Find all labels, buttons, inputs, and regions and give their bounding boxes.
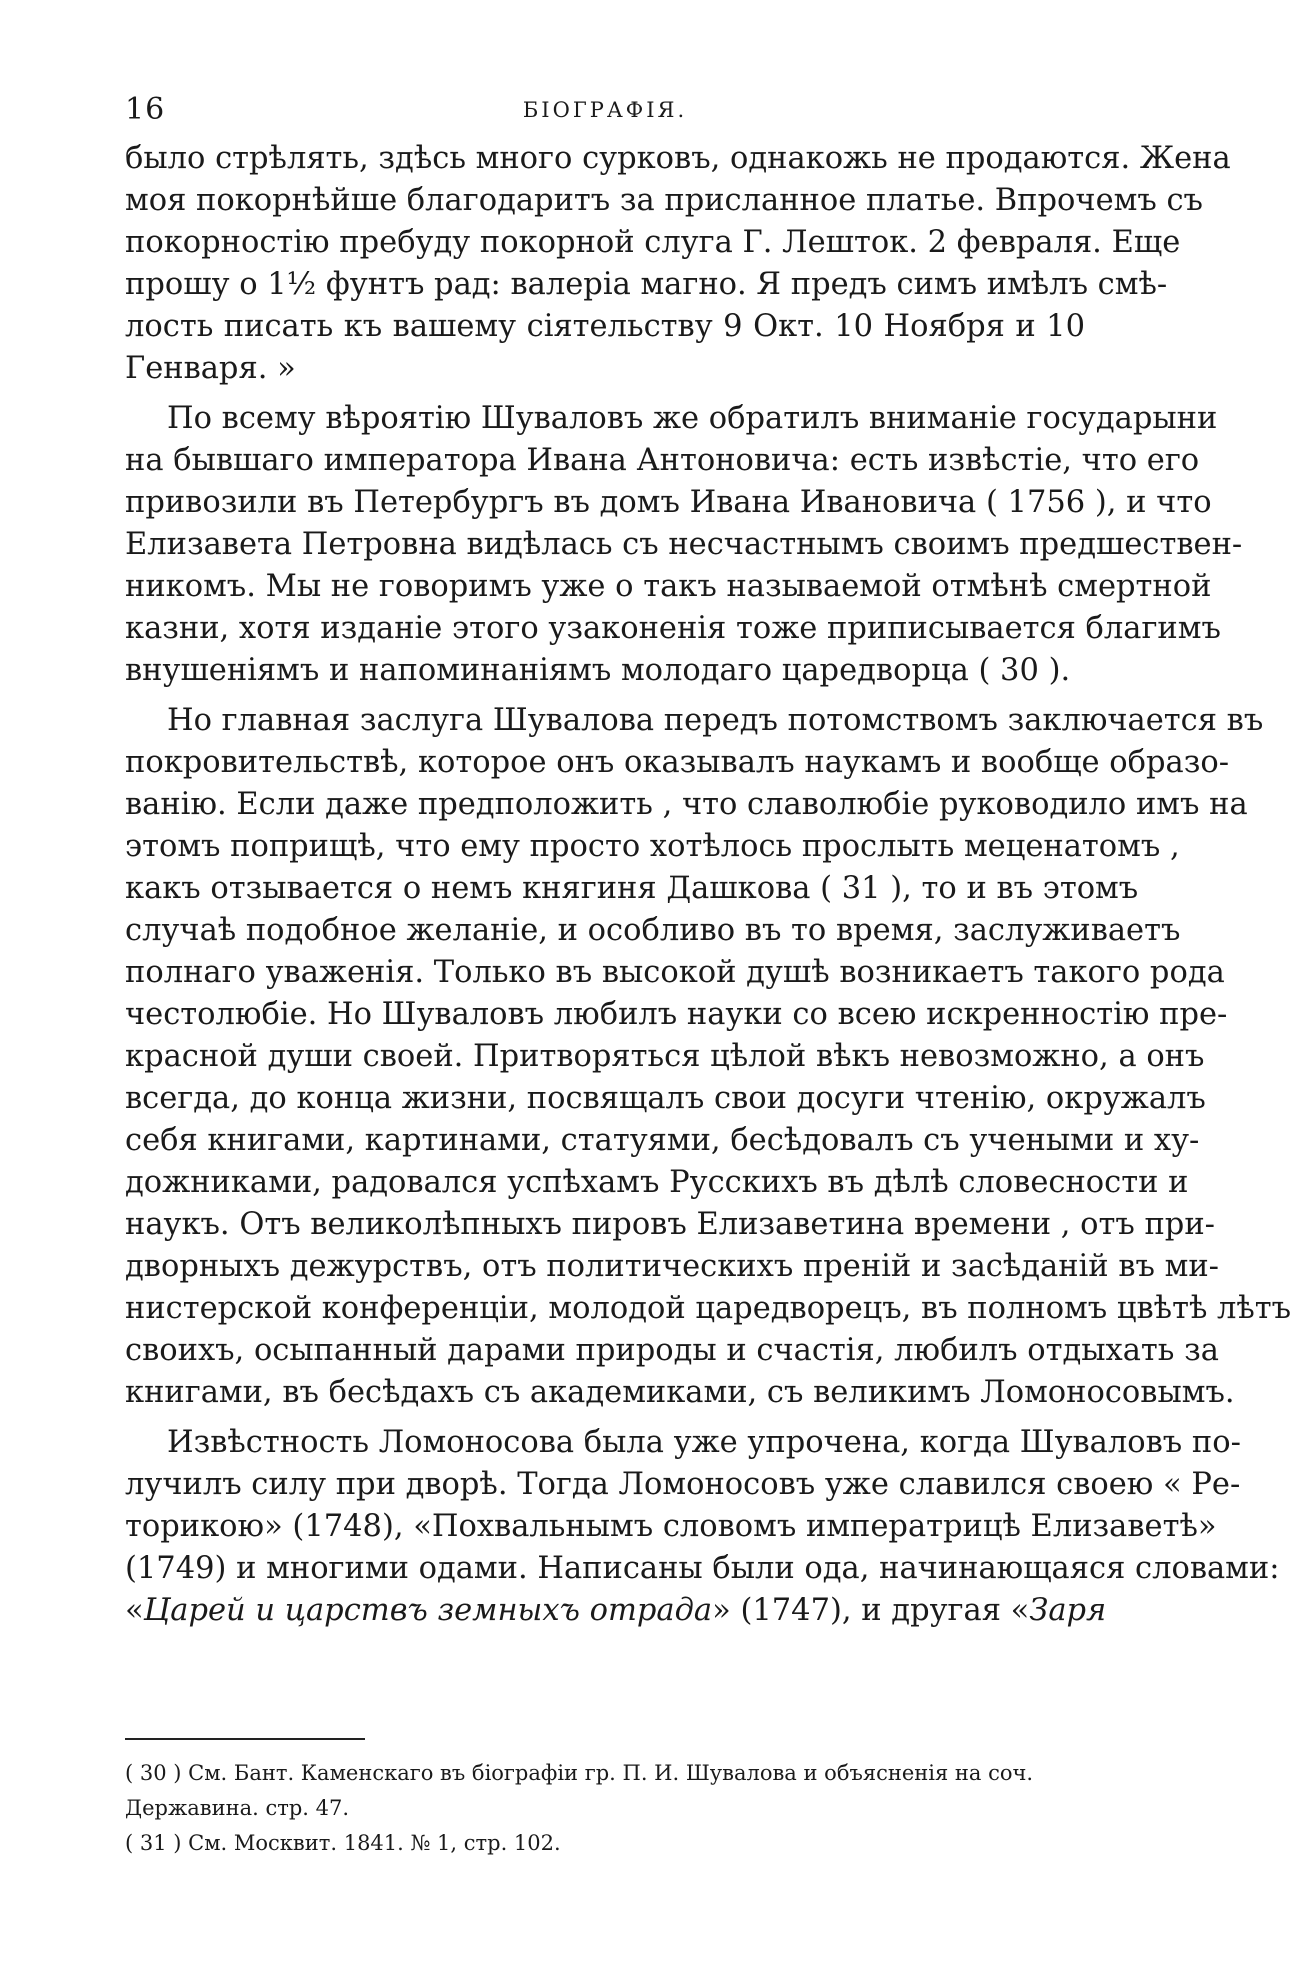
running-head [125, 92, 1085, 132]
text-line: своихъ, осыпанный дарами природы и счастія, любилъ отдыхать за [125, 1333, 1219, 1368]
text-line: дворныхъ дежурствъ, отъ политическихъ преній и засѣданій въ ми- [125, 1249, 1219, 1284]
footnote-31: ( 31 ) См. Москвит. 1841. № 1, стр. 102. [125, 1831, 561, 1855]
footnote-divider [125, 1738, 365, 1740]
text-line: случаѣ подобное желаніе, и особливо въ то время, заслуживаетъ [125, 913, 1181, 948]
text-line: лучилъ силу при дворѣ. Тогда Ломоносовъ уже славился своею « Ре- [125, 1467, 1241, 1502]
body-text [125, 138, 1291, 1640]
text-line: этомъ поприщѣ, что ему просто хотѣлось прослыть меценатомъ , [125, 829, 1180, 864]
paragraph-letter-ending [125, 138, 1231, 390]
paragraph-patronage [125, 700, 1291, 1414]
text-line: красной души своей. Притворяться цѣлой вѣкъ невозможно, а онъ [125, 1039, 1205, 1074]
page-number: 16 [125, 92, 166, 127]
text-line: торикою» (1748), «Похвальнымъ словомъ императрицѣ Елизаветѣ» [125, 1509, 1217, 1544]
text-line: покорностію пребуду покорной слуга Г. Лешток. 2 февраля. Еще [125, 225, 1181, 260]
text-line: По всему вѣроятію Шуваловъ же обратилъ вниманіе государыни [167, 401, 1218, 436]
text-line: наукъ. Отъ великолѣпныхъ пировъ Елизаветина времени , отъ при- [125, 1207, 1215, 1242]
ode-title: Царей и царствъ земныхъ отрада [143, 1593, 713, 1628]
text-line: ванію. Если даже предположить , что славолюбіе руководило имъ на [125, 787, 1248, 822]
text-line: лость писать къ вашему сіятельству 9 Окт. 10 Ноября и 10 [125, 309, 1085, 344]
text-line: дожниками, радовался успѣхамъ Русскихъ въ дѣлѣ словесности и [125, 1165, 1189, 1200]
text-fragment: » (1747), и другая « [712, 1593, 1030, 1628]
text-line: привозили въ Петербургъ въ домъ Ивана Ивановича ( 1756 ), и что [125, 485, 1212, 520]
text-line: казни, хотя изданіе этого узаконенія тоже приписывается благимъ [125, 611, 1221, 646]
text-line: на бывшаго императора Ивана Антоновича: есть извѣстіе, что его [125, 443, 1200, 478]
text-line: Елизавета Петровна видѣлась съ несчастнымъ своимъ предшествен- [125, 527, 1243, 562]
paragraph-ivan-antonovich [125, 398, 1243, 692]
paragraph-lomonosov [125, 1422, 1280, 1632]
text-line-with-titles [125, 1590, 1107, 1632]
text-line: полнаго уваженія. Только въ высокой душѣ возникаетъ такого рода [125, 955, 1225, 990]
text-line: Извѣстность Ломоносова была уже упрочена, когда Шуваловъ по- [167, 1425, 1241, 1460]
text-line: книгами, въ бесѣдахъ съ академиками, съ великимъ Ломоносовымъ. [125, 1375, 1235, 1410]
text-line: прошу о 1½ фунтъ рад: валеріа магно. Я предъ симъ имѣлъ смѣ- [125, 267, 1168, 302]
ode-title: Заря [1029, 1593, 1107, 1628]
text-line: моя покорнѣйше благодаритъ за присланное платье. Впрочемъ съ [125, 183, 1203, 218]
running-title: БІОГРАФІЯ. [522, 98, 688, 122]
text-line: покровительствѣ, которое онъ оказывалъ наукамъ и вообще образо- [125, 745, 1230, 780]
text-line: никомъ. Мы не говоримъ уже о такъ называемой отмѣнѣ смертной [125, 569, 1212, 604]
text-line: Но главная заслуга Шувалова передъ потомствомъ заключается въ [167, 703, 1264, 738]
text-line: нистерской конференціи, молодой царедворецъ, въ полномъ цвѣтѣ лѣтъ [125, 1291, 1291, 1326]
text-line: Генваря. » [125, 351, 296, 386]
text-line: было стрѣлять, здѣсь много сурковъ, однакожь не продаются. Жена [125, 141, 1231, 176]
text-line: всегда, до конца жизни, посвящалъ свои досуги чтенію, окружалъ [125, 1081, 1206, 1116]
text-line: какъ отзывается о немъ княгиня Дашкова ( 31 ), то и въ этомъ [125, 871, 1139, 906]
text-line: внушеніямъ и напоминаніямъ молодаго царедворца ( 30 ). [125, 653, 1071, 688]
footnotes [125, 1756, 1085, 1861]
text-line: себя книгами, картинами, статуями, бесѣдовалъ съ учеными и ху- [125, 1123, 1200, 1158]
text-fragment: « [125, 1593, 144, 1628]
footnote-30: ( 30 ) См. Бант. Каменскаго въ біографіи гр. П. И. Шувалова и объясненія на соч. [125, 1761, 1034, 1785]
text-line: (1749) и многими одами. Написаны были ода, начинающаяся словами: [125, 1551, 1280, 1586]
text-line: честолюбіе. Но Шуваловъ любилъ науки со всею искренностію пре- [125, 997, 1228, 1032]
footnote-30-continuation: Державина. стр. 47. [125, 1796, 350, 1820]
